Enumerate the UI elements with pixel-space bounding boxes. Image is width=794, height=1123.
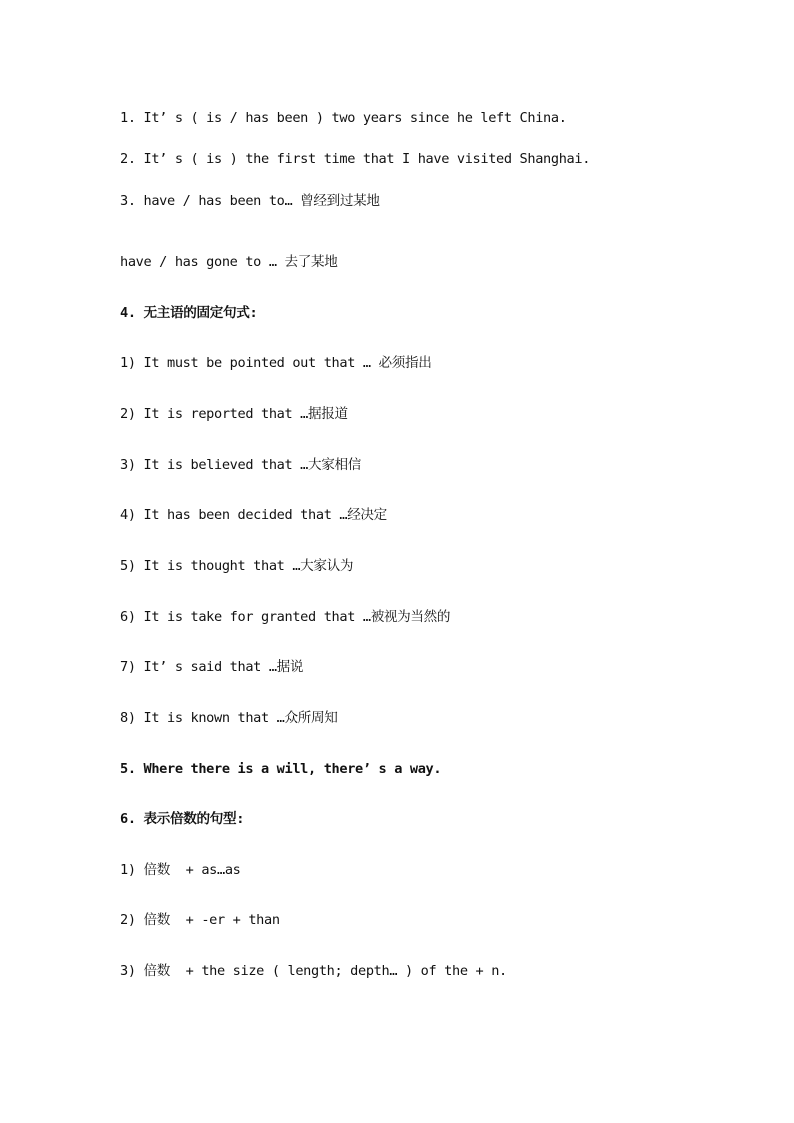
text-line-6: 1) It must be pointed out that … 必须指出 (120, 355, 432, 371)
text-line-13: 8) It is known that …众所周知 (120, 710, 338, 726)
text-line-2: 2. It’ s ( is ) the first time that I have visited Shanghai. (120, 151, 591, 167)
text-line-8: 3) It is believed that …大家相信 (120, 457, 361, 473)
text-line-12: 7) It’ s said that …据说 (120, 659, 304, 675)
text-line-11: 6) It is take for granted that …被视为当然的 (120, 609, 451, 625)
text-line-17: 2) 倍数 + -er + than (120, 912, 280, 928)
section-heading-4: 4. 无主语的固定句式: (120, 305, 258, 321)
section-heading-5: 5. Where there is a will, there’ s a way. (120, 761, 442, 777)
text-line-18: 3) 倍数 + the size ( length; depth… ) of the + n. (120, 963, 507, 979)
text-line-1: 1. It’ s ( is / has been ) two years since he left China. (120, 110, 567, 126)
text-line-7: 2) It is reported that …据报道 (120, 406, 348, 422)
text-line-4: have / has gone to … 去了某地 (120, 254, 338, 270)
section-heading-6: 6. 表示倍数的句型: (120, 811, 245, 827)
text-line-16: 1) 倍数 + as…as (120, 862, 241, 878)
text-line-10: 5) It is thought that …大家认为 (120, 558, 354, 574)
text-line-3: 3. have / has been to… 曾经到过某地 (120, 193, 380, 209)
text-line-9: 4) It has been decided that …经决定 (120, 507, 387, 523)
